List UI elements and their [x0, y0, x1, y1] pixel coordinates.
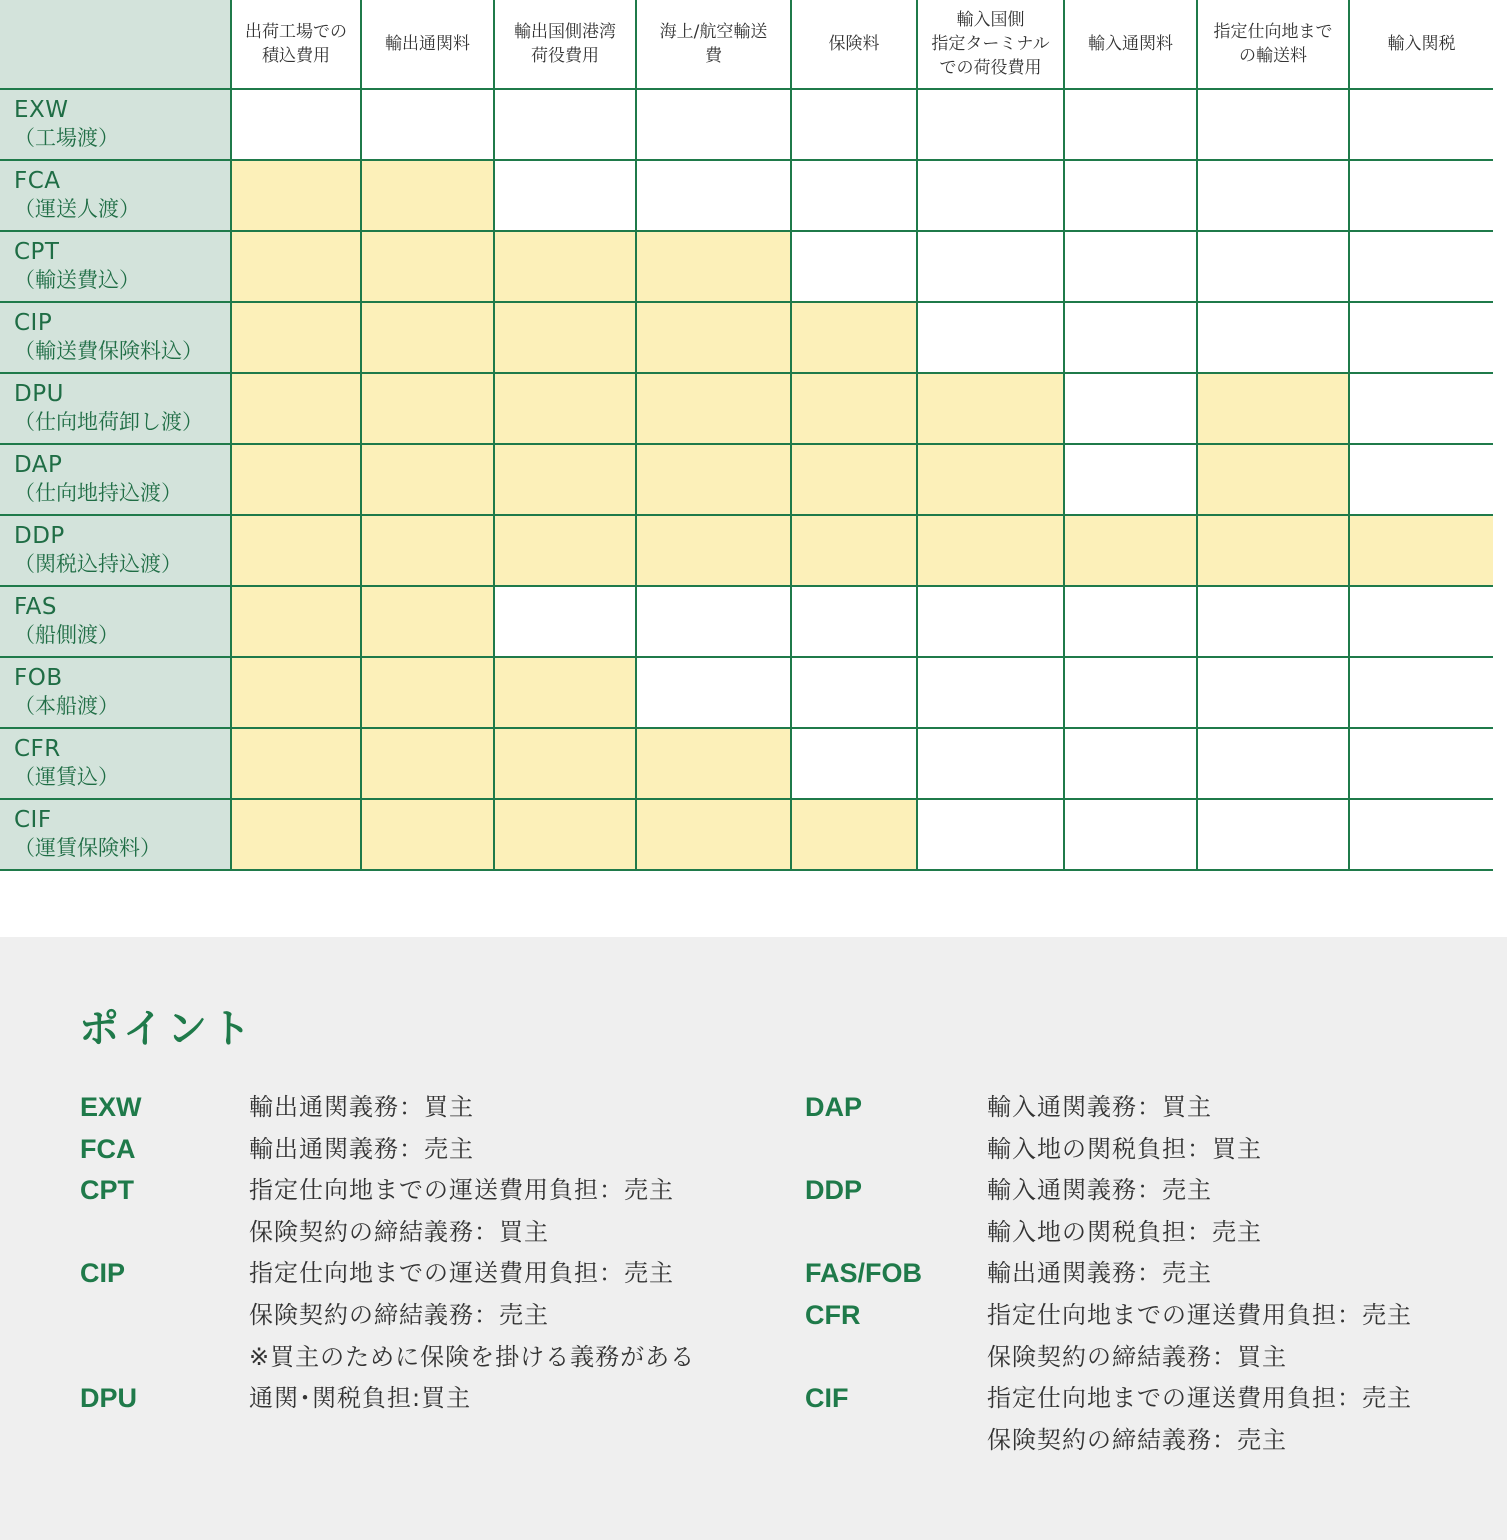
term-code: FOB — [14, 665, 63, 691]
buyer-pays-cell — [1349, 657, 1493, 728]
buyer-pays-cell — [791, 160, 917, 231]
column-header-import-terminal-handling: 輸入国側 指定ターミナル での荷役費用 — [917, 0, 1064, 89]
seller-pays-cell — [361, 728, 494, 799]
seller-pays-cell — [1197, 444, 1349, 515]
point-line: 輸入地の関税負担：売主 — [987, 1217, 1262, 1246]
point-line: 保険契約の締結義務：売主 — [249, 1300, 549, 1329]
term-name: （仕向地持込渡） — [14, 481, 182, 505]
buyer-pays-cell — [1349, 373, 1493, 444]
seller-pays-cell — [1349, 515, 1493, 586]
term-cell — [0, 373, 231, 444]
seller-pays-cell — [494, 444, 636, 515]
term-cell — [0, 728, 231, 799]
buyer-pays-cell — [1349, 728, 1493, 799]
term-code: DAP — [14, 452, 63, 478]
buyer-pays-cell — [231, 89, 361, 160]
point-line: 指定仕向地までの運送費用負担：売主 — [987, 1384, 1412, 1413]
seller-pays-cell — [494, 231, 636, 302]
buyer-pays-cell — [1349, 160, 1493, 231]
seller-pays-cell — [361, 657, 494, 728]
column-header-export-port-handling: 輸出国側港湾 荷役費用 — [494, 0, 636, 89]
buyer-pays-cell — [917, 231, 1064, 302]
seller-pays-cell — [231, 160, 361, 231]
point-item — [805, 1170, 1412, 1253]
point-line: 指定仕向地までの運送費用負担：売主 — [987, 1300, 1412, 1329]
seller-pays-cell — [231, 515, 361, 586]
point-item — [805, 1295, 1412, 1378]
table-header-row — [0, 0, 1493, 89]
column-header-export-clearance: 輸出通関料 — [361, 0, 494, 89]
point-item — [80, 1170, 695, 1253]
seller-pays-cell — [636, 728, 791, 799]
point-line: 指定仕向地までの運送費用負担：売主 — [249, 1259, 674, 1288]
buyer-pays-cell — [917, 728, 1064, 799]
buyer-pays-cell — [917, 586, 1064, 657]
point-line: 輸入通関義務：売主 — [987, 1176, 1212, 1205]
term-name: （関税込持込渡） — [14, 552, 182, 576]
point-line: 輸出通関義務：売主 — [249, 1134, 474, 1163]
buyer-pays-cell — [1064, 302, 1197, 373]
buyer-pays-cell — [917, 657, 1064, 728]
seller-pays-cell — [361, 231, 494, 302]
term-code: DPU — [14, 381, 64, 407]
seller-pays-cell — [791, 799, 917, 870]
seller-pays-cell — [917, 373, 1064, 444]
seller-pays-cell — [1197, 515, 1349, 586]
seller-pays-cell — [917, 444, 1064, 515]
point-lines — [987, 1170, 1262, 1253]
seller-pays-cell — [231, 444, 361, 515]
point-line: 輸入通関義務：買主 — [987, 1093, 1212, 1121]
buyer-pays-cell — [1349, 89, 1493, 160]
buyer-pays-cell — [917, 799, 1064, 870]
buyer-pays-cell — [361, 89, 494, 160]
point-line: 輸出通関義務：売主 — [987, 1259, 1212, 1288]
buyer-pays-cell — [791, 89, 917, 160]
seller-pays-cell — [494, 373, 636, 444]
buyer-pays-cell — [1197, 231, 1349, 302]
point-item — [80, 1087, 695, 1129]
seller-pays-cell — [1064, 515, 1197, 586]
buyer-pays-cell — [494, 89, 636, 160]
buyer-pays-cell — [1197, 160, 1349, 231]
term-name: （仕向地荷卸し渡） — [14, 410, 203, 434]
buyer-pays-cell — [1349, 586, 1493, 657]
table-row-dpu — [0, 373, 1493, 444]
buyer-pays-cell — [494, 160, 636, 231]
buyer-pays-cell — [1197, 728, 1349, 799]
seller-pays-cell — [361, 302, 494, 373]
term-code: FCA — [14, 168, 61, 194]
buyer-pays-cell — [636, 586, 791, 657]
buyer-pays-cell — [636, 160, 791, 231]
seller-pays-cell — [791, 444, 917, 515]
seller-pays-cell — [361, 373, 494, 444]
term-cell — [0, 231, 231, 302]
seller-pays-cell — [494, 657, 636, 728]
point-line: 保険契約の締結義務：買主 — [249, 1217, 549, 1246]
term-name: （運賃込） — [14, 765, 119, 789]
point-lines — [249, 1170, 674, 1253]
buyer-pays-cell — [791, 586, 917, 657]
seller-pays-cell — [636, 302, 791, 373]
seller-pays-cell — [494, 515, 636, 586]
point-line: 輸入地の関税負担：買主 — [987, 1134, 1262, 1163]
buyer-pays-cell — [1064, 444, 1197, 515]
buyer-pays-cell — [791, 728, 917, 799]
point-item — [80, 1253, 695, 1378]
point-term: FCA — [80, 1133, 136, 1164]
buyer-pays-cell — [1064, 231, 1197, 302]
buyer-pays-cell — [1349, 799, 1493, 870]
table-body — [0, 89, 1493, 870]
seller-pays-cell — [494, 799, 636, 870]
seller-pays-cell — [231, 373, 361, 444]
point-item — [80, 1129, 695, 1171]
buyer-pays-cell — [636, 89, 791, 160]
point-term: FAS/FOB — [805, 1258, 923, 1289]
term-cell — [0, 515, 231, 586]
point-lines — [987, 1378, 1412, 1461]
point-line: 指定仕向地までの運送費用負担：売主 — [249, 1176, 674, 1205]
point-item — [80, 1378, 695, 1420]
term-name: （運送人渡） — [14, 197, 140, 221]
term-name: （輸送費込） — [14, 268, 140, 292]
point-item — [805, 1087, 1412, 1170]
point-lines — [987, 1253, 1212, 1295]
column-header-main-carriage: 海上/航空輸送 費 — [636, 0, 791, 89]
table-row-fob — [0, 657, 1493, 728]
term-code: EXW — [14, 97, 69, 123]
points-section — [0, 937, 1507, 1540]
seller-pays-cell — [231, 657, 361, 728]
buyer-pays-cell — [1197, 657, 1349, 728]
seller-pays-cell — [231, 728, 361, 799]
seller-pays-cell — [636, 799, 791, 870]
seller-pays-cell — [361, 586, 494, 657]
table-row-cif — [0, 799, 1493, 870]
points-left-column — [80, 1087, 695, 1420]
column-header-insurance: 保険料 — [791, 0, 917, 89]
seller-pays-cell — [231, 799, 361, 870]
point-term: CPT — [80, 1175, 134, 1206]
term-cell — [0, 657, 231, 728]
buyer-pays-cell — [1197, 89, 1349, 160]
table-row-dap — [0, 444, 1493, 515]
table-row-exw — [0, 89, 1493, 160]
term-code: DDP — [14, 523, 65, 549]
buyer-pays-cell — [1197, 586, 1349, 657]
buyer-pays-cell — [791, 657, 917, 728]
seller-pays-cell — [361, 515, 494, 586]
term-code: CFR — [14, 736, 61, 762]
table-row-cfr — [0, 728, 1493, 799]
term-code: CPT — [14, 239, 60, 265]
points-title: ポイント — [79, 1006, 255, 1052]
point-lines — [249, 1087, 474, 1129]
term-name: （運賃保険料） — [14, 836, 161, 860]
point-term: DDP — [805, 1175, 863, 1206]
buyer-pays-cell — [1064, 728, 1197, 799]
buyer-pays-cell — [1064, 160, 1197, 231]
buyer-pays-cell — [1349, 302, 1493, 373]
point-item — [805, 1253, 1412, 1295]
seller-pays-cell — [791, 302, 917, 373]
point-line: 通関･関税負担:買主 — [249, 1384, 472, 1413]
seller-pays-cell — [494, 302, 636, 373]
points-right-column — [805, 1087, 1412, 1461]
seller-pays-cell — [791, 515, 917, 586]
point-lines — [987, 1295, 1412, 1378]
buyer-pays-cell — [1197, 799, 1349, 870]
table-corner-cell — [0, 0, 231, 89]
column-header-import-duty: 輸入関税 — [1349, 0, 1493, 89]
term-code: CIF — [14, 807, 52, 833]
buyer-pays-cell — [1064, 799, 1197, 870]
term-code: FAS — [14, 594, 57, 620]
point-term: CIP — [80, 1258, 126, 1289]
seller-pays-cell — [636, 231, 791, 302]
buyer-pays-cell — [1064, 373, 1197, 444]
column-header-delivery-to-destination: 指定仕向地まで の輸送料 — [1197, 0, 1349, 89]
column-header-loading-cost: 出荷工場での 積込費用 — [231, 0, 361, 89]
point-lines — [987, 1087, 1262, 1170]
seller-pays-cell — [231, 302, 361, 373]
buyer-pays-cell — [791, 231, 917, 302]
seller-pays-cell — [494, 728, 636, 799]
term-name: （本船渡） — [14, 694, 119, 718]
term-cell — [0, 89, 231, 160]
buyer-pays-cell — [1064, 586, 1197, 657]
term-cell — [0, 160, 231, 231]
buyer-pays-cell — [917, 302, 1064, 373]
seller-pays-cell — [636, 373, 791, 444]
buyer-pays-cell — [917, 89, 1064, 160]
term-name: （輸送費保険料込） — [14, 339, 203, 363]
table-row-cpt — [0, 231, 1493, 302]
seller-pays-cell — [791, 373, 917, 444]
seller-pays-cell — [361, 799, 494, 870]
term-name: （船側渡） — [14, 623, 119, 647]
point-term: DPU — [80, 1383, 138, 1414]
seller-pays-cell — [636, 515, 791, 586]
seller-pays-cell — [361, 444, 494, 515]
point-term: EXW — [80, 1092, 142, 1122]
table-row-fas — [0, 586, 1493, 657]
point-line: ※買主のために保険を掛ける義務がある — [249, 1342, 696, 1371]
buyer-pays-cell — [1197, 302, 1349, 373]
point-lines — [249, 1253, 695, 1378]
table-row-ddp — [0, 515, 1493, 586]
term-cell — [0, 302, 231, 373]
point-term: CFR — [805, 1299, 861, 1330]
seller-pays-cell — [361, 160, 494, 231]
seller-pays-cell — [917, 515, 1064, 586]
buyer-pays-cell — [1349, 231, 1493, 302]
table-row-cip — [0, 302, 1493, 373]
table-row-fca — [0, 160, 1493, 231]
buyer-pays-cell — [1349, 444, 1493, 515]
point-line: 輸出通関義務：買主 — [249, 1093, 474, 1121]
seller-pays-cell — [636, 444, 791, 515]
term-cell — [0, 444, 231, 515]
buyer-pays-cell — [636, 657, 791, 728]
point-lines — [249, 1378, 471, 1420]
seller-pays-cell — [231, 586, 361, 657]
buyer-pays-cell — [1064, 89, 1197, 160]
point-line: 保険契約の締結義務：買主 — [987, 1342, 1287, 1371]
term-cell — [0, 586, 231, 657]
point-term: CIF — [805, 1383, 849, 1414]
buyer-pays-cell — [917, 160, 1064, 231]
point-item — [805, 1378, 1412, 1461]
buyer-pays-cell — [494, 586, 636, 657]
seller-pays-cell — [231, 231, 361, 302]
seller-pays-cell — [1197, 373, 1349, 444]
term-code: CIP — [14, 310, 53, 336]
point-term: DAP — [805, 1092, 863, 1122]
point-line: 保険契約の締結義務：売主 — [987, 1425, 1287, 1454]
point-lines — [249, 1129, 474, 1171]
buyer-pays-cell — [1064, 657, 1197, 728]
term-cell — [0, 799, 231, 870]
term-name: （工場渡） — [14, 126, 119, 150]
column-header-import-clearance: 輸入通関料 — [1064, 0, 1197, 89]
